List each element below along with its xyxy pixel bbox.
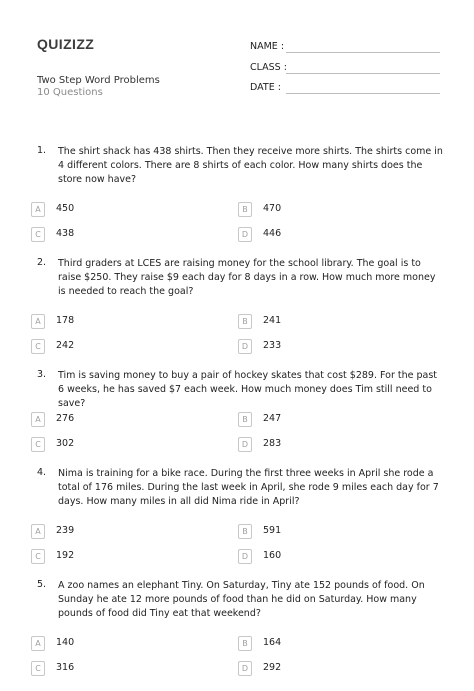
question-text: Third graders at LCES are raising money for the school library. The goal is to raise $250. They raise $9 each day for 8 days in a row. How much more money is needed to reach the goal? <box>58 258 436 297</box>
question-3 <box>0 369 474 481</box>
name-label: NAME : <box>250 41 285 52</box>
option-value: 160 <box>263 550 282 561</box>
question-list <box>0 145 474 691</box>
question-text: The shirt shack has 438 shirts. Then they receive more shirts. The shirts come in 4 different colors. There are 8 shirts of each color. How many shirts does the store now have? <box>58 146 443 185</box>
question-text: Nima is training for a bike race. During the first three weeks in April she rode a total of 176 miles. During the last week in April, she rode 9 miles each day for 7 days. How many miles in all did Nima ride in April? <box>58 468 439 507</box>
class-field[interactable] <box>250 61 440 82</box>
question-text: Tim is saving money to buy a pair of hockey skates that cost $289. For the past 6 weeks, he has saved $7 each week. How much money does Tim still need to save? <box>58 370 438 409</box>
date-field[interactable] <box>250 81 440 102</box>
student-info-fields <box>250 40 440 102</box>
option-value: 140 <box>56 637 75 648</box>
class-label: CLASS : <box>250 61 287 73</box>
question-count: 10 Questions <box>37 87 103 98</box>
option-value: 276 <box>56 413 75 424</box>
question-number: 4. <box>37 467 47 478</box>
option-letter-box: D <box>238 549 252 564</box>
option-value: 239 <box>56 525 75 536</box>
option-value: 446 <box>263 228 282 239</box>
question-2 <box>0 257 474 369</box>
date-label: DATE : <box>250 82 281 93</box>
question-4 <box>0 467 474 579</box>
option-letter-box: C <box>31 339 45 354</box>
option-value: 292 <box>263 662 282 673</box>
option-letter-box: B <box>238 412 252 427</box>
option-letter-box: A <box>31 202 45 217</box>
option-value: 470 <box>263 203 282 214</box>
question-5 <box>0 579 474 691</box>
option-letter-box: D <box>238 339 252 354</box>
option-value: 192 <box>56 550 75 561</box>
option-value: 242 <box>56 340 75 351</box>
question-number: 2. <box>37 257 47 268</box>
option-value: 247 <box>263 413 282 424</box>
name-line[interactable] <box>286 52 440 53</box>
option-value: 316 <box>56 662 75 673</box>
option-letter-box: A <box>31 636 45 651</box>
option-letter-box: C <box>31 549 45 564</box>
option-letter-box: B <box>238 202 252 217</box>
name-field[interactable] <box>250 40 440 61</box>
option-value: 591 <box>263 525 282 536</box>
option-letter-box: A <box>31 314 45 329</box>
class-line[interactable] <box>286 73 440 74</box>
option-letter-box: D <box>238 227 252 242</box>
option-letter-box: A <box>31 412 45 427</box>
option-value: 233 <box>263 340 282 351</box>
option-letter-box: D <box>238 437 252 452</box>
quizizz-logo: QUIZIZZ <box>37 36 95 52</box>
option-letter-box: B <box>238 636 252 651</box>
option-value: 302 <box>56 438 75 449</box>
option-letter-box: B <box>238 524 252 539</box>
option-value: 178 <box>56 315 75 326</box>
question-1 <box>0 145 474 257</box>
option-value: 438 <box>56 228 75 239</box>
date-line[interactable] <box>286 93 440 94</box>
question-number: 1. <box>37 145 47 156</box>
option-letter-box: C <box>31 227 45 242</box>
option-value: 164 <box>263 637 282 648</box>
question-text: A zoo names an elephant Tiny. On Saturday, Tiny ate 152 pounds of food. On Sunday he ate 12 more pounds of food than he did on Saturday. How many pounds of food did Tiny eat that weekend? <box>58 580 425 619</box>
option-letter-box: B <box>238 314 252 329</box>
option-value: 241 <box>263 315 282 326</box>
option-letter-box: A <box>31 524 45 539</box>
option-value: 450 <box>56 203 75 214</box>
option-value: 283 <box>263 438 282 449</box>
question-number: 5. <box>37 579 47 590</box>
worksheet-title: Two Step Word Problems <box>37 75 160 86</box>
option-letter-box: C <box>31 437 45 452</box>
option-letter-box: C <box>31 661 45 676</box>
option-letter-box: D <box>238 661 252 676</box>
question-number: 3. <box>37 369 47 380</box>
